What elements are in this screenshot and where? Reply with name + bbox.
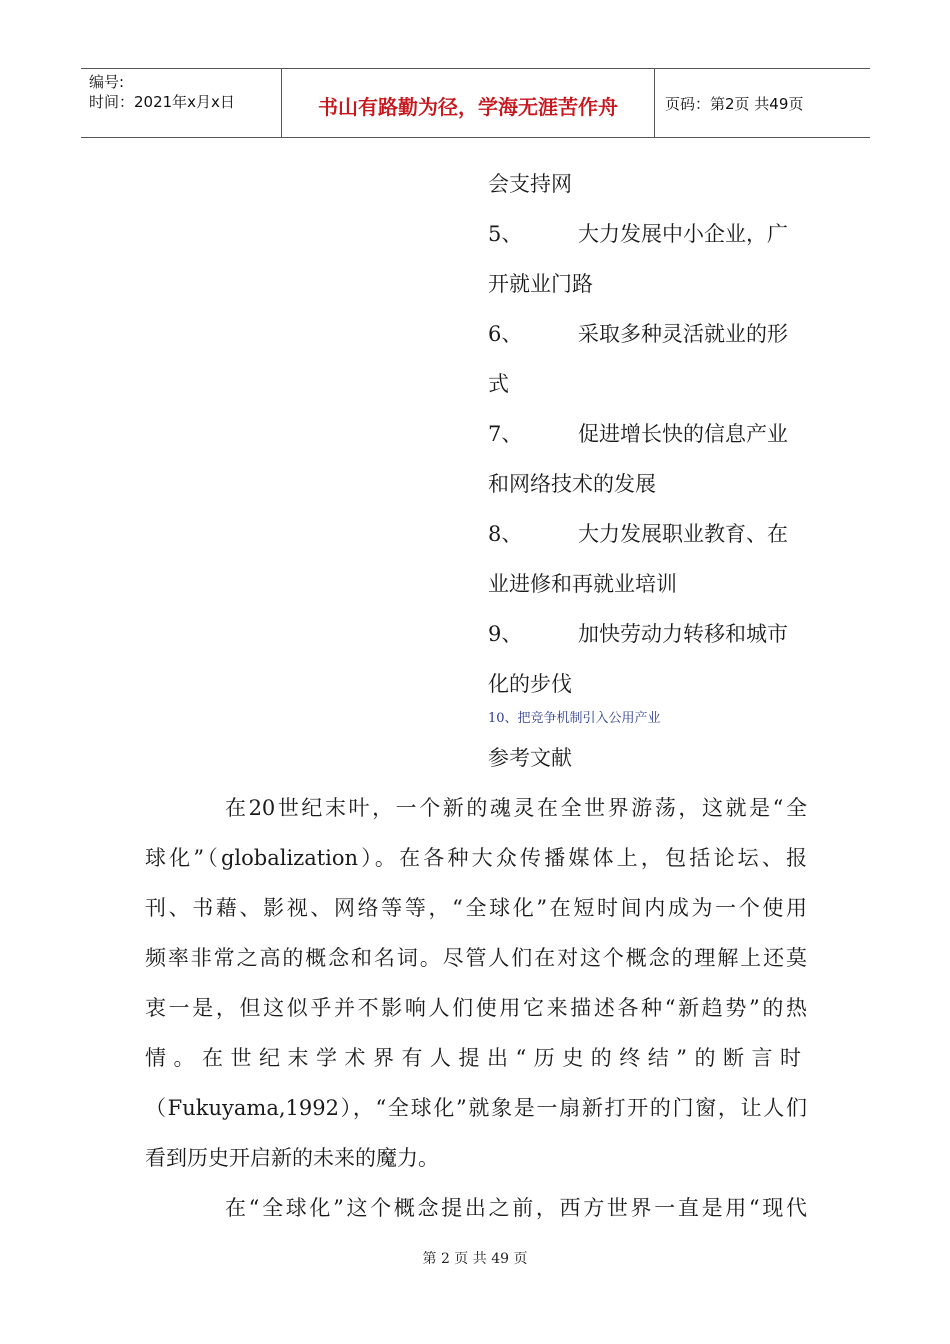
paragraph-line: （Fukuyama,1992），“全球化”就象是一扇新打开的门窗，让人们 xyxy=(145,1096,807,1120)
page-header xyxy=(81,68,870,138)
list-item-number: 8、 xyxy=(488,522,523,546)
list-item-number: 7、 xyxy=(488,422,523,446)
list-item-text: 加快劳动力转移和城市 xyxy=(578,622,788,646)
header-page-code: 页码：第2页 共49页 xyxy=(665,95,804,113)
list-item-number: 9、 xyxy=(488,622,523,646)
paragraph-line: 球化”（globalization）。在各种大众传播媒体上，包括论坛、报 xyxy=(145,846,807,870)
list-item-text-cont: 开就业门路 xyxy=(488,272,593,296)
document-date: 时间：2021年x月x日 xyxy=(89,93,235,111)
list-item-text-cont: 化的步伐 xyxy=(488,672,572,696)
list-continuation: 会支持网 xyxy=(488,172,572,196)
header-motto: 书山有路勤为径，学海无涯苦作舟 xyxy=(318,95,618,119)
list-item-number: 6、 xyxy=(488,322,523,346)
paragraph-line: 频率非常之高的概念和名词。尽管人们在对这个概念的理解上还莫 xyxy=(145,946,807,970)
list-item-10: 10、把竞争机制引入公用产业 xyxy=(488,711,661,726)
list-item-text: 大力发展中小企业，广 xyxy=(578,222,788,246)
list-item-text-cont: 式 xyxy=(488,372,509,396)
header-left-cell xyxy=(81,69,282,137)
list-item-text: 促进增长快的信息产业 xyxy=(578,422,788,446)
list-item-number: 5、 xyxy=(488,222,523,246)
header-right-cell xyxy=(655,69,870,137)
paragraph-line: 情。在世纪末学术界有人提出“历史的终结”的断言时 xyxy=(145,1046,807,1070)
paragraph-line: 看到历史开启新的未来的魔力。 xyxy=(145,1146,439,1170)
list-item-text: 大力发展职业教育、在 xyxy=(578,522,788,546)
paragraph-line: 在20世纪末叶，一个新的魂灵在全世界游荡，这就是“全 xyxy=(225,796,807,820)
page-footer: 第 2 页 共 49 页 xyxy=(422,1251,528,1267)
list-item-text-cont: 业进修和再就业培训 xyxy=(488,572,677,596)
paragraph-line: 衷一是，但这似乎并不影响人们使用它来描述各种“新趋势”的热 xyxy=(145,996,807,1020)
list-item-text: 采取多种灵活就业的形 xyxy=(578,322,788,346)
paragraph-line: 刊、书藉、影视、网络等等，“全球化”在短时间内成为一个使用 xyxy=(145,896,807,920)
header-motto-cell xyxy=(282,69,655,137)
paragraph-line: 在“全球化”这个概念提出之前，西方世界一直是用“现代 xyxy=(225,1196,807,1220)
document-number-label: 编号: xyxy=(89,73,125,91)
list-item-text-cont: 和网络技术的发展 xyxy=(488,472,656,496)
references-heading: 参考文献 xyxy=(488,746,572,770)
